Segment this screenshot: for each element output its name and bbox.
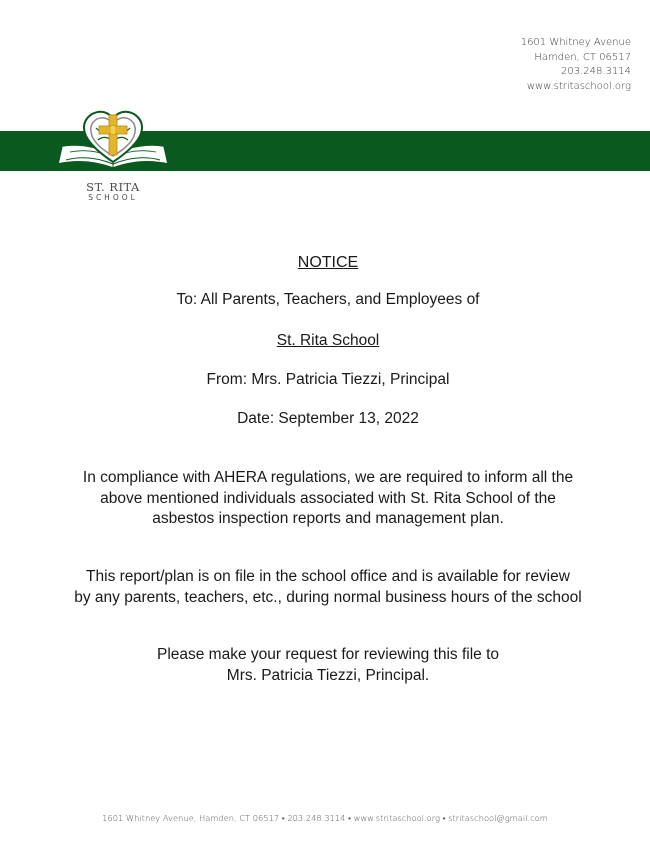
school-address [521,36,631,94]
address-street: 1601 Whitney Avenue [520,37,631,48]
paragraph-line: by any parents, teachers, etc., during normal business hours of the school [74,588,582,606]
paragraph-line: above mentioned individuals associated with St. Rita School of the [100,489,556,507]
paragraph-line: This report/plan is on file in the school office and is available for review [86,568,570,585]
address-phone: 203.248.3114 [561,66,631,77]
page-footer: 1601 Whitney Avenue, Hamden, CT 06517 • 203.248.3114 • www.stritaschool.org • stritaschool@gmail.com [102,813,548,823]
paragraph-line: Please make your request for reviewing this file to [156,646,500,663]
logo-name: ST. RITA [86,180,140,194]
address-city: Hamden, CT 06517 [534,51,631,63]
request-paragraph [40,645,616,686]
school-logo-icon [52,106,174,180]
notice-school-name: St. Rita School [276,332,380,349]
file-availability-paragraph [40,567,616,608]
notice-recipients: To: All Parents, Teachers, and Employees of [176,291,480,308]
logo-subtitle: SCHOOL [88,193,138,202]
notice-heading: NOTICE [297,254,359,271]
paragraph-line: Mrs. Patricia Tiezzi, Principal. [226,666,430,684]
paragraph-line: asbestos inspection reports and management plan. [152,510,504,527]
notice-date: Date: September 13, 2022 [237,410,419,427]
address-website: www.stritaschool.org [526,80,631,92]
compliance-paragraph [40,468,616,530]
notice-from: From: Mrs. Patricia Tiezzi, Principal [206,371,450,388]
paragraph-line: In compliance with AHERA regulations, we are required to inform all the [82,469,574,486]
